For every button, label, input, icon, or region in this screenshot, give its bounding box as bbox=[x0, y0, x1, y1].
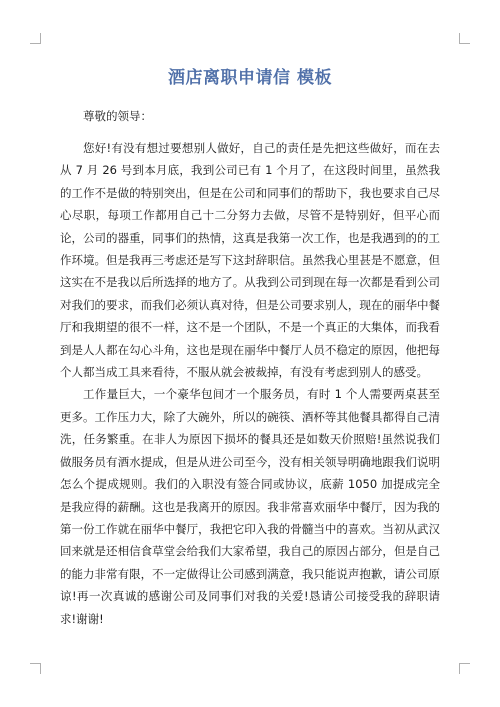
letter-body bbox=[60, 137, 440, 630]
crop-mark-top-left bbox=[30, 33, 41, 44]
paragraph: 您好!有没有想过要想别人做好，自己的责任是先把这些做好，而在去从 7 月 26 号到本月底，我到公司已有 1 个月了，在这段时间里，虽然我的工作不是做的特别突出，但是在公司和同事们的帮助下，我也要求自己尽心尽职，每项工作都用自己十二分努力去做，尽管不是特别好，但平心而论，公司的器重，同事们的热情，这真是我第一次工作，也是我遇到的的工作环境。但是我再三考虑还是写下这封辞职信。虽然我心里甚是不愿意，但这实在不是我以后所选择的地方了。从我到公司到现在每一次都是看到公司对我们的要求，而我们必须认真对待，但是公司要求别人，现在的丽华中餐厅和我期望的很不一样，这不是一个团队，不是一个真正的大集体，而我看到是人人都在勾心斗角，这也是现在丽华中餐厅人员不稳定的原因，他把每个人都当成工具来看待，不服从就会被裁掉，有没有考虑到别人的感受。 bbox=[60, 141, 440, 380]
crop-mark-top-right bbox=[459, 33, 470, 44]
salutation: 尊敬的领导： bbox=[83, 109, 152, 123]
paragraph: 工作量巨大，一个豪华包间才一个服务员，有时 1 个人需要两桌甚至更多。工作压力大，除了大碗外，所以的碗筷、酒杯等其他餐具都得自己清洗，任务繁重。在非人为原因下损坏的餐具还是如数天价照赔!虽然说我们做服务员有酒水提成，但是从进公司至今，没有相关领导明确地跟我们说明怎么个提成规则。我们的入职没有签合同或协议，底薪 1050 加提成完全是我应得的薪酬。这也是我离开的原因。我非常喜欢丽华中餐厅，因为我的第一份工作就在丽华中餐厅，我把它印入我的骨髓当中的喜欢。当初从武汉回来就是还相信食草堂会给我们大家希望，我自己的原因占部分，但是自己的能力非常有限，不一定做得让公司感到满意，我只能说声抱歉，请公司原谅!再一次真诚的感谢公司及同事们对我的关爱!恳请公司接受我的辞职请求!谢谢! bbox=[60, 387, 440, 626]
crop-mark-bottom-right bbox=[459, 663, 470, 674]
crop-mark-bottom-left bbox=[30, 663, 41, 674]
document-title: 酒店离职申请信 模板 bbox=[168, 68, 332, 88]
